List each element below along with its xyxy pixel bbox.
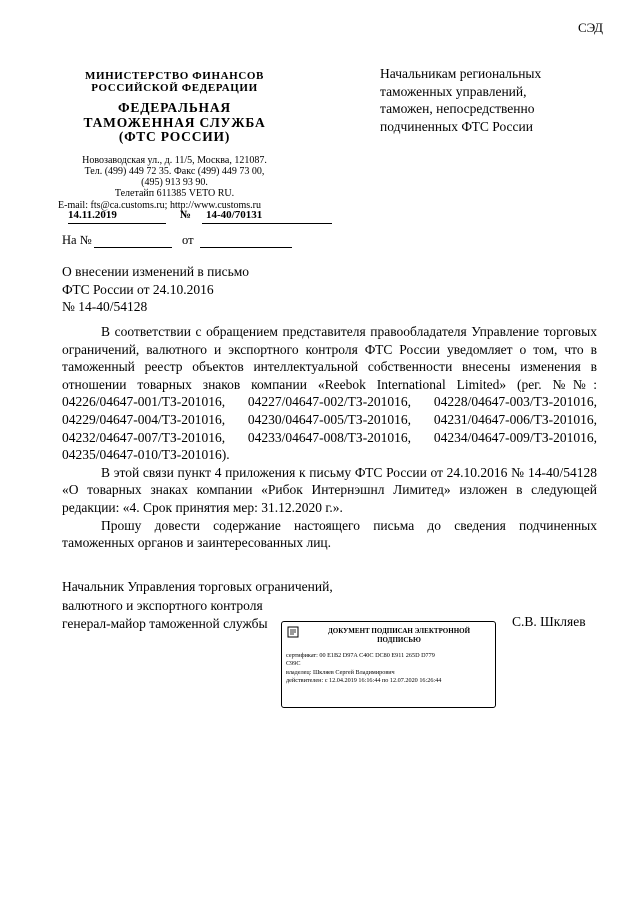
outgoing-number: 14-40/70131 (202, 209, 332, 224)
service-address (62, 155, 287, 200)
service-line-3: (ФТС РОССИИ) (118, 129, 231, 144)
addressee-line-1: Начальникам региональных (380, 66, 542, 81)
stamp-certificate: сертификат: 00 E1B2 D97A C40C DC80 E911 265D D779 (286, 652, 435, 659)
stamp-certificate-continued: C99C (286, 660, 301, 668)
stamp-title-line-1: ДОКУМЕНТ ПОДПИСАН ЭЛЕКТРОННОЙ (327, 627, 471, 635)
service-line-2: ТАМОЖЕННАЯ СЛУЖБА (83, 114, 266, 130)
stamp-title (306, 627, 492, 645)
reference-number-blank (94, 247, 172, 248)
number-sign: № (180, 209, 192, 221)
body-paragraph-2: В этой связи пункт 4 приложения к письму ФТС России от 24.10.2016 № 14-40/54128 «О товарных знаках компании «Рибок Интернэшнл Лимитед» изложен в следующей редакции: «4. Срок принятия мер: 31.12.2020 г.». (62, 464, 597, 515)
outgoing-date: 14.11.2019 (68, 209, 166, 224)
body-paragraph-1: В соответствии с обращением представителя правообладателя Управление торговых ограничений, валютного и экспортного контроля ФТС России уведомляет о том, что в таможенный реестр объектов интеллектуальной собственности внесены изменения в отношении товарных знаков компании «Reebok International Limited» (рег. №№: 04226/04647-001/ТЗ-201016, 04227/04647-002/ТЗ-201016, 04228/04647-003/ТЗ-201016, 04229/04647-004/ТЗ-201016, 04230/04647-005/ТЗ-201016, 04231/04647-006/ТЗ-201016, 04232/04647-007/ТЗ-201016, 04233/04647-008/ТЗ-201016, 04234/04647-009/ТЗ-201016, 04235/04647-010/ТЗ-201016). (62, 324, 597, 463)
signer-position-line-1: Начальник Управления торговых ограничений, (62, 579, 333, 594)
addressee-line-3: таможен, непосредственно (380, 101, 535, 116)
subject-line-2: ФТС России от 24.10.2016 (62, 281, 214, 297)
letter-body (62, 323, 597, 552)
address-line-1: Новозаводская ул., д. 11/5, Москва, 121087. (82, 154, 267, 166)
address-line-3: (495) 913 93 90. (141, 177, 208, 189)
ministry-line-1: МИНИСТЕРСТВО ФИНАНСОВ (85, 70, 264, 82)
ministry-line-2: РОССИЙСКОЙ ФЕДЕРАЦИИ (91, 82, 258, 94)
address-line-4: Телетайп 611385 VETO RU. (114, 188, 235, 200)
email-line: E-mail: fts@ca.customs.ru; http://www.customs.ru (58, 199, 261, 211)
reference-date-blank (200, 247, 292, 248)
reference-number-label: На № (62, 233, 92, 247)
document-system-mark: СЭД (577, 20, 603, 35)
service-line-1: ФЕДЕРАЛЬНАЯ (118, 100, 231, 115)
letterhead (58, 70, 287, 211)
subject-line-1: О внесении изменений в письмо (62, 264, 250, 279)
signer-position-line-2: валютного и экспортного контроля (62, 597, 263, 613)
addressee-block (380, 65, 600, 135)
address-line-2: Тел. (499) 449 72 35. Факс (499) 449 73 00, (84, 165, 265, 177)
ministry-name (62, 70, 287, 94)
reference-date-label: от (182, 233, 194, 247)
certificate-icon (287, 626, 299, 638)
service-name (62, 101, 287, 145)
subject-line-3: № 14-40/54128 (62, 299, 148, 314)
addressee-line-2: таможенных управлений, (380, 83, 527, 99)
stamp-title-line-2: ПОДПИСЬЮ (377, 636, 421, 644)
stamp-owner: владелец: Шкляев Сергей Владимирович (286, 668, 395, 676)
addressee-line-4: подчиненных ФТС России (380, 118, 533, 134)
body-paragraph-3: Прошу довести содержание настоящего письма до сведения подчиненных таможенных органов и заинтересованных лиц. (62, 517, 597, 551)
electronic-signature-stamp (281, 621, 496, 708)
stamp-fields (286, 652, 492, 686)
signer-name: С.В. Шкляев (512, 614, 586, 629)
stamp-validity: действителен: с 12.04.2019 16:16:44 по 12.07.2020 16:26:44 (286, 677, 442, 685)
letter-subject (62, 263, 302, 316)
signer-position-line-3: генерал-майор таможенной службы (62, 616, 268, 631)
